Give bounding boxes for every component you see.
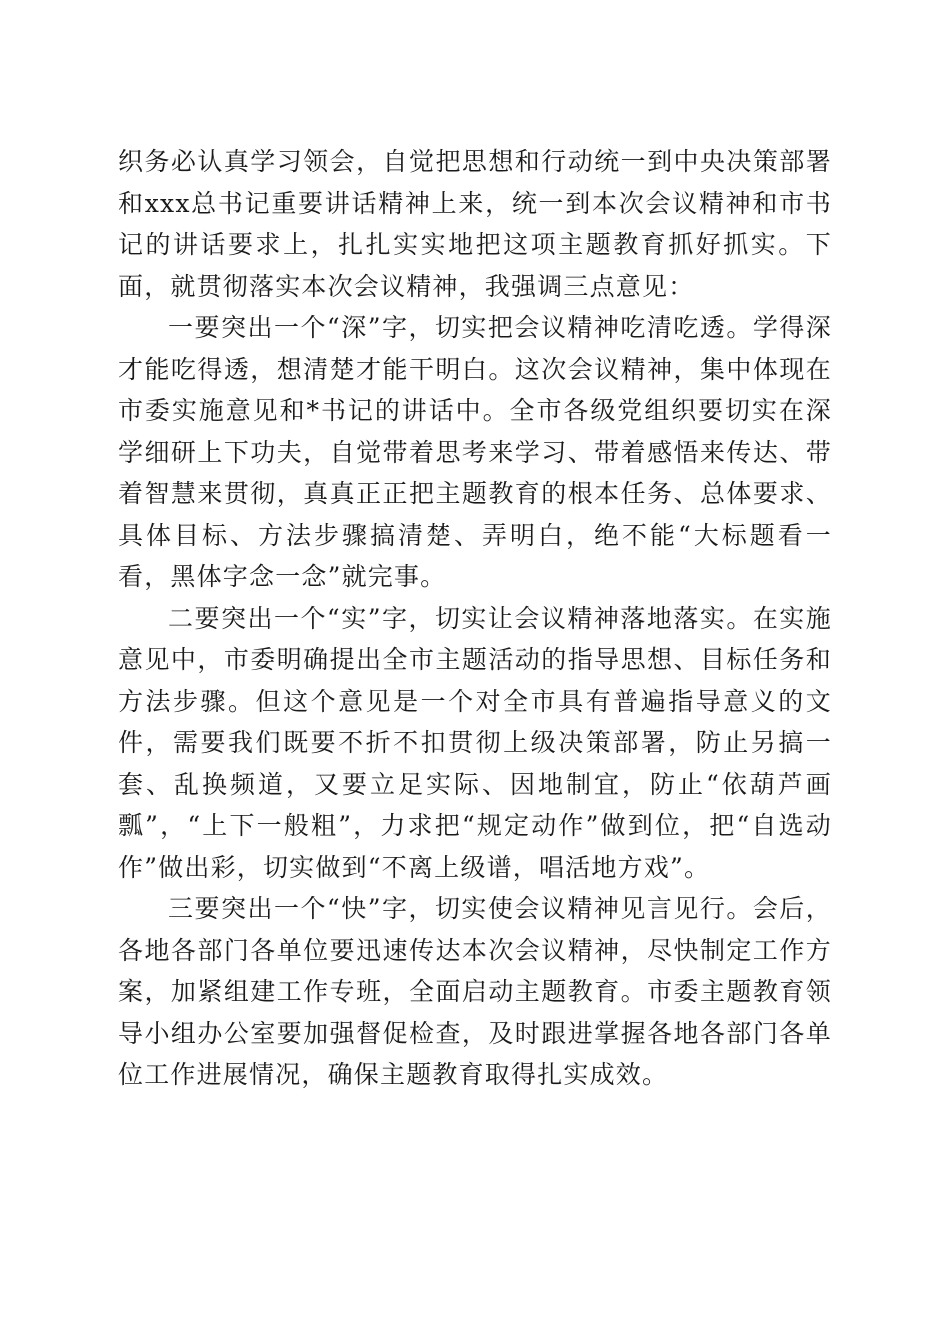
document-body	[118, 141, 832, 1096]
paragraph-point-one: 一要突出一个“深”字，切实把会议精神吃清吃透。学得深才能吃得透，想清楚才能干明白。这次会议精神，集中体现在市委实施意见和*书记的讲话中。全市各级党组织要切实在深学细研上下功夫，自觉带着思考来学习、带着感悟来传达、带着智慧来贯彻，真真正正把主题教育的根本任务、总体要求、具体目标、方法步骤搞清楚、弄明白，绝不能“大标题看一看，黑体字念一念”就完事。	[118, 313, 832, 591]
paragraph-point-two: 二要突出一个“实”字，切实让会议精神落地落实。在实施意见中，市委明确提出全市主题活动的指导思想、目标任务和方法步骤。但这个意见是一个对全市具有普遍指导意义的文件，需要我们既要不折不扣贯彻上级决策部署，防止另搞一套、乱换频道，又要立足实际、因地制宜，防止“依葫芦画瓢”，“上下一般粗”，力求把“规定动作”做到位，把“自选动作”做出彩，切实做到“不离上级谱，唱活地方戏”。	[118, 603, 832, 882]
paragraph-point-three: 三要突出一个“快”字，切实使会议精神见言见行。会后，各地各部门各单位要迅速传达本次会议精神，尽快制定工作方案，加紧组建工作专班，全面启动主题教育。市委主题教育领导小组办公室要加强督促检查，及时跟进掌握各地各部门各单位工作进展情况，确保主题教育取得扎实成效。	[118, 894, 832, 1089]
paragraph-intro: 织务必认真学习领会，自觉把思想和行动统一到中央决策部署和xxx总书记重要讲话精神上来，统一到本次会议精神和市书记的讲话要求上，扎扎实实地把这项主题教育抓好抓实。下面，就贯彻落实本次会议精神，我强调三点意见：	[118, 147, 832, 301]
